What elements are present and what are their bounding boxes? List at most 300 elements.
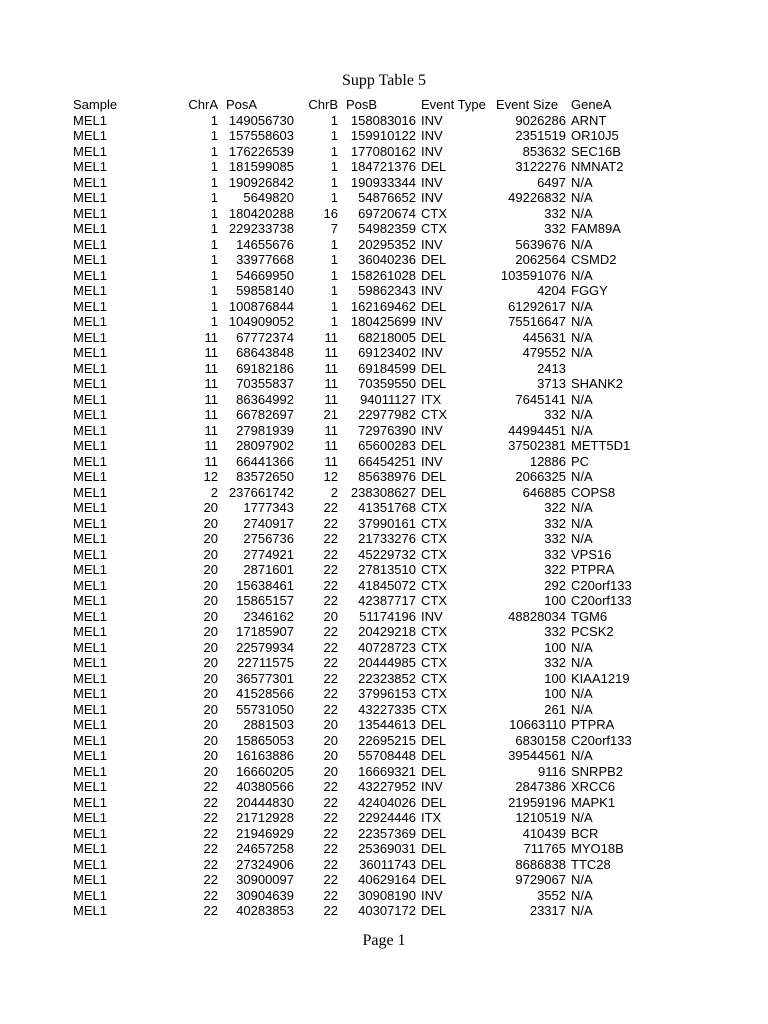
chra-cell: 20 (203, 748, 218, 763)
chra-cell: 22 (203, 825, 218, 841)
posb-cell: 177080162 (350, 143, 416, 159)
column-header-posb: PosB (346, 97, 378, 112)
event-size-cell: 21959196 (508, 794, 566, 810)
event-type-cell: CTX (421, 701, 447, 717)
posb-cell: 41351768 (358, 500, 416, 515)
chrb-cell: 22 (323, 872, 338, 887)
genea-cell: MYO18B (571, 841, 624, 856)
chrb-cell: 20 (323, 608, 338, 624)
genea-cell: FGGY (571, 283, 608, 298)
event-size-cell: 479552 (522, 345, 566, 360)
chra-cell: 1 (210, 190, 218, 205)
column-header-chra: ChrA (188, 97, 218, 112)
table-row (73, 624, 661, 640)
chra-cell: 11 (204, 329, 218, 345)
table-row (73, 903, 661, 919)
event-size-cell: 2062564 (515, 252, 566, 267)
event-size-cell: 103591076 (500, 267, 566, 283)
posa-cell: 67772374 (236, 329, 294, 345)
table-header-row (73, 97, 661, 113)
table-row (73, 516, 661, 532)
genea-cell: PTPRA (571, 562, 615, 577)
event-size-cell: 322 (544, 500, 566, 515)
table-row (73, 423, 661, 439)
posa-cell: 68643848 (236, 345, 294, 360)
sample-cell: MEL1 (73, 763, 107, 779)
chrb-cell: 22 (323, 701, 338, 717)
genea-cell: N/A (571, 267, 593, 283)
posb-cell: 69720674 (358, 205, 416, 221)
event-type-cell: DEL (421, 360, 447, 376)
genea-cell: SHANK2 (571, 376, 624, 391)
chrb-cell: 2 (330, 484, 338, 500)
chra-cell: 20 (203, 670, 218, 686)
posb-cell: 22695215 (358, 732, 416, 748)
genea-cell: BCR (571, 825, 599, 841)
sample-cell: MEL1 (73, 112, 107, 128)
table-row (73, 810, 661, 826)
posb-cell: 37990161 (358, 515, 416, 531)
genea-cell: CSMD2 (571, 252, 617, 267)
table-row (73, 655, 661, 671)
posb-cell: 37996153 (358, 686, 416, 701)
table-row (73, 841, 661, 857)
table-row (73, 593, 661, 609)
table-row (73, 190, 661, 206)
posb-cell: 40629164 (358, 872, 416, 887)
posa-cell: 30900097 (236, 872, 294, 887)
event-size-cell: 332 (544, 546, 566, 562)
chra-cell: 20 (203, 732, 218, 748)
event-type-cell: DEL (421, 732, 447, 748)
posa-cell: 149056730 (228, 112, 294, 128)
event-type-cell: DEL (421, 438, 447, 453)
sample-cell: MEL1 (73, 794, 107, 810)
chra-cell: 1 (210, 205, 218, 221)
posb-cell: 36011743 (359, 856, 416, 872)
sample-cell: MEL1 (73, 422, 107, 438)
table-row (73, 702, 661, 718)
posa-cell: 40283853 (236, 903, 294, 918)
event-type-cell: INV (421, 453, 443, 469)
event-size-cell: 7645141 (515, 391, 566, 407)
chrb-cell: 11 (324, 391, 338, 407)
chra-cell: 1 (210, 128, 218, 143)
sample-cell: MEL1 (73, 887, 107, 903)
event-size-cell: 48828034 (508, 608, 566, 624)
sample-cell: MEL1 (73, 143, 107, 159)
event-type-cell: CTX (421, 655, 447, 670)
event-type-cell: CTX (421, 562, 447, 577)
table-row (73, 469, 661, 485)
posa-cell: 66441366 (236, 453, 294, 469)
table-row (73, 252, 661, 268)
genea-cell: N/A (571, 872, 593, 887)
posb-cell: 69184599 (358, 360, 416, 376)
chrb-cell: 1 (330, 190, 338, 205)
table-row (73, 299, 661, 315)
event-type-cell: INV (421, 779, 443, 794)
event-size-cell: 6830158 (515, 732, 566, 748)
sample-cell: MEL1 (73, 252, 107, 267)
sample-cell: MEL1 (73, 469, 107, 484)
event-type-cell: DEL (421, 872, 447, 887)
event-type-cell: INV (421, 422, 443, 438)
sample-cell: MEL1 (73, 500, 107, 515)
chra-cell: 1 (210, 236, 218, 252)
chra-cell: 11 (204, 422, 218, 438)
table-row (73, 686, 661, 702)
column-header-event-size: Event Size (496, 97, 559, 112)
event-type-cell: CTX (421, 546, 447, 562)
page-title: Supp Table 5 (342, 72, 426, 89)
genea-cell: ARNT (571, 112, 607, 128)
event-size-cell: 332 (544, 407, 566, 422)
posa-cell: 1777343 (243, 500, 294, 515)
event-type-cell: CTX (421, 205, 447, 221)
event-type-cell: DEL (421, 298, 447, 314)
event-size-cell: 2413 (537, 360, 566, 376)
genea-cell: N/A (571, 810, 593, 825)
genea-cell: COPS8 (571, 484, 616, 500)
page-footer: Page 1 (362, 932, 406, 949)
genea-cell: XRCC6 (571, 779, 616, 794)
event-size-cell: 261 (544, 701, 566, 717)
posb-cell: 16669321 (358, 763, 416, 779)
table-row (73, 159, 661, 175)
event-size-cell: 49226832 (508, 190, 566, 205)
event-type-cell: INV (421, 112, 443, 128)
posb-cell: 162169462 (350, 298, 416, 314)
posb-cell: 40728723 (358, 639, 416, 655)
event-type-cell: CTX (421, 531, 447, 546)
posb-cell: 22357369 (358, 825, 416, 841)
posb-cell: 94011127 (360, 391, 416, 407)
table-row (73, 872, 661, 888)
chra-cell: 22 (203, 887, 218, 903)
sample-cell: MEL1 (73, 732, 107, 748)
posb-cell: 40307172 (358, 903, 416, 918)
event-size-cell: 711765 (523, 841, 566, 856)
table-row (73, 779, 661, 795)
genea-cell: N/A (571, 422, 593, 438)
genea-cell: N/A (571, 205, 593, 221)
event-type-cell: CTX (421, 686, 447, 701)
posb-cell: 54982359 (358, 221, 416, 236)
posa-cell: 16163886 (236, 748, 294, 763)
posb-cell: 20295352 (358, 236, 416, 252)
chra-cell: 22 (203, 903, 218, 918)
chrb-cell: 22 (323, 655, 338, 670)
posa-cell: 41528566 (236, 686, 294, 701)
event-size-cell: 3122276 (515, 159, 566, 174)
posa-cell: 190926842 (228, 174, 294, 190)
posb-cell: 70359550 (358, 376, 416, 391)
posa-cell: 83572650 (236, 469, 294, 484)
genea-cell: N/A (571, 391, 593, 407)
posb-cell: 158261028 (350, 267, 416, 283)
genea-cell: C20orf133 (571, 593, 632, 608)
genea-cell: KIAA1219 (571, 670, 630, 686)
table-row (73, 113, 661, 129)
chrb-cell: 11 (324, 376, 338, 391)
posb-cell: 184721376 (350, 159, 416, 174)
genea-cell: N/A (571, 345, 593, 360)
posb-cell: 21733276 (358, 531, 416, 546)
event-size-cell: 100 (544, 639, 566, 655)
posb-cell: 190933344 (350, 174, 416, 190)
sample-cell: MEL1 (73, 670, 107, 686)
table-row (73, 826, 661, 842)
chrb-cell: 22 (323, 546, 338, 562)
posb-cell: 20444985 (358, 655, 416, 670)
chra-cell: 20 (203, 546, 218, 562)
event-size-cell: 332 (544, 624, 566, 639)
table-row (73, 547, 661, 563)
sample-cell: MEL1 (73, 577, 107, 593)
chrb-cell: 22 (323, 562, 338, 577)
sample-cell: MEL1 (73, 174, 107, 190)
posb-cell: 22977982 (358, 407, 416, 422)
event-size-cell: 6497 (537, 174, 566, 190)
event-type-cell: CTX (421, 624, 447, 639)
table-row (73, 609, 661, 625)
event-type-cell: DEL (421, 825, 447, 841)
event-type-cell: DEL (421, 794, 447, 810)
sample-cell: MEL1 (73, 376, 107, 391)
event-size-cell: 332 (544, 531, 566, 546)
posa-cell: 104909052 (228, 314, 294, 329)
chra-cell: 1 (210, 252, 218, 267)
event-size-cell: 9026286 (515, 112, 566, 128)
chrb-cell: 22 (323, 794, 338, 810)
sample-cell: MEL1 (73, 562, 107, 577)
chra-cell: 12 (203, 469, 218, 484)
posb-cell: 45229732 (358, 546, 416, 562)
posa-cell: 30904639 (236, 887, 294, 903)
event-type-cell: DEL (421, 329, 447, 345)
posa-cell: 2881503 (243, 717, 294, 732)
sample-cell: MEL1 (73, 484, 107, 500)
genea-cell: N/A (571, 515, 593, 531)
event-size-cell: 332 (544, 221, 566, 236)
table-row (73, 268, 661, 284)
event-type-cell: DEL (421, 469, 447, 484)
event-type-cell: DEL (421, 484, 447, 500)
chra-cell: 20 (203, 608, 218, 624)
posa-cell: 2871601 (243, 562, 294, 577)
chra-cell: 1 (210, 298, 218, 314)
event-size-cell: 44994451 (508, 422, 566, 438)
chrb-cell: 1 (330, 128, 338, 143)
event-type-cell: DEL (421, 376, 447, 391)
table-row (73, 144, 661, 160)
posb-cell: 158083016 (350, 112, 416, 128)
event-type-cell: CTX (421, 515, 447, 531)
posa-cell: 33977668 (236, 252, 294, 267)
chra-cell: 1 (210, 112, 218, 128)
chrb-cell: 22 (323, 856, 338, 872)
chrb-cell: 22 (323, 841, 338, 856)
column-header-genea: GeneA (571, 97, 612, 112)
event-type-cell: DEL (421, 763, 447, 779)
sample-cell: MEL1 (73, 593, 107, 608)
chrb-cell: 11 (324, 360, 338, 376)
posb-cell: 72976390 (358, 422, 416, 438)
posa-cell: 40380566 (236, 779, 294, 794)
posa-cell: 20444830 (236, 794, 294, 810)
table-row (73, 485, 661, 501)
posa-cell: 27981939 (236, 422, 294, 438)
chra-cell: 22 (203, 794, 218, 810)
posa-cell: 86364992 (236, 391, 294, 407)
chrb-cell: 1 (330, 298, 338, 314)
chra-cell: 11 (204, 407, 218, 422)
table-row (73, 578, 661, 594)
posa-cell: 100876844 (228, 298, 294, 314)
posb-cell: 180425699 (350, 314, 416, 329)
posa-cell: 15638461 (236, 577, 294, 593)
event-size-cell: 9116 (538, 763, 566, 779)
posb-cell: 68218005 (358, 329, 416, 345)
posa-cell: 15865157 (236, 593, 294, 608)
posa-cell: 14655676 (236, 236, 294, 252)
chrb-cell: 12 (323, 469, 338, 484)
sample-cell: MEL1 (73, 624, 107, 639)
table-row (73, 392, 661, 408)
sample-cell: MEL1 (73, 717, 107, 732)
event-type-cell: CTX (421, 221, 447, 236)
sample-cell: MEL1 (73, 701, 107, 717)
posb-cell: 30908190 (358, 887, 416, 903)
chrb-cell: 1 (330, 314, 338, 329)
genea-cell: C20orf133 (571, 732, 632, 748)
event-type-cell: DEL (421, 841, 447, 856)
sample-cell: MEL1 (73, 825, 107, 841)
posa-cell: 15865053 (236, 732, 294, 748)
event-type-cell: INV (421, 190, 443, 205)
posa-cell: 22579934 (236, 639, 294, 655)
chrb-cell: 22 (323, 531, 338, 546)
posa-cell: 180420288 (228, 205, 294, 221)
chra-cell: 11 (204, 376, 218, 391)
sample-cell: MEL1 (73, 236, 107, 252)
posa-cell: 69182186 (236, 360, 294, 376)
table-row (73, 764, 661, 780)
chrb-cell: 7 (330, 221, 338, 236)
posa-cell: 181599085 (228, 159, 294, 174)
event-type-cell: INV (421, 283, 443, 298)
genea-cell: N/A (571, 903, 593, 918)
chrb-cell: 1 (330, 236, 338, 252)
posa-cell: 16660205 (236, 763, 294, 779)
genea-cell: N/A (571, 469, 593, 484)
genea-cell: N/A (571, 298, 593, 314)
table-row (73, 438, 661, 454)
chra-cell: 1 (210, 159, 218, 174)
chra-cell: 11 (204, 345, 218, 360)
event-size-cell: 61292617 (508, 298, 566, 314)
chra-cell: 20 (203, 562, 218, 577)
genea-cell: N/A (571, 174, 593, 190)
chrb-cell: 1 (330, 252, 338, 267)
chra-cell: 1 (210, 221, 218, 236)
genea-cell: NMNAT2 (571, 159, 624, 174)
sample-cell: MEL1 (73, 903, 107, 918)
sample-cell: MEL1 (73, 391, 107, 407)
posb-cell: 55708448 (358, 748, 416, 763)
table-row (73, 857, 661, 873)
chra-cell: 1 (210, 283, 218, 298)
genea-cell: N/A (571, 686, 593, 701)
event-size-cell: 2066325 (515, 469, 566, 484)
event-type-cell: CTX (421, 500, 447, 515)
chra-cell: 2 (210, 484, 218, 500)
posb-cell: 59862343 (358, 283, 416, 298)
genea-cell: N/A (571, 748, 593, 763)
chra-cell: 11 (204, 360, 218, 376)
chrb-cell: 1 (330, 174, 338, 190)
sample-cell: MEL1 (73, 779, 107, 794)
chrb-cell: 22 (323, 500, 338, 515)
chrb-cell: 20 (323, 717, 338, 732)
posb-cell: 65600283 (358, 438, 416, 453)
chrb-cell: 11 (324, 345, 338, 360)
sample-cell: MEL1 (73, 159, 107, 174)
genea-cell: OR10J5 (571, 128, 619, 143)
event-type-cell: DEL (421, 717, 447, 732)
genea-cell: N/A (571, 500, 593, 515)
genea-cell: N/A (571, 531, 593, 546)
sample-cell: MEL1 (73, 329, 107, 345)
chra-cell: 20 (203, 686, 218, 701)
chra-cell: 20 (203, 515, 218, 531)
supp-table (73, 97, 661, 919)
sample-cell: MEL1 (73, 407, 107, 422)
genea-cell: FAM89A (571, 221, 621, 236)
chra-cell: 22 (203, 856, 218, 872)
event-size-cell: 332 (544, 205, 566, 221)
chrb-cell: 22 (323, 887, 338, 903)
chra-cell: 20 (203, 577, 218, 593)
chra-cell: 1 (210, 143, 218, 159)
posb-cell: 43227335 (358, 701, 416, 717)
chra-cell: 11 (204, 391, 218, 407)
posb-cell: 36040236 (358, 252, 416, 267)
genea-cell: MAPK1 (571, 794, 616, 810)
posa-cell: 21946929 (236, 825, 294, 841)
chra-cell: 20 (203, 701, 218, 717)
table-row (73, 206, 661, 222)
posb-cell: 27813510 (358, 562, 416, 577)
table-row (73, 454, 661, 470)
event-type-cell: INV (421, 314, 443, 329)
sample-cell: MEL1 (73, 531, 107, 546)
posb-cell: 54876652 (358, 190, 416, 205)
posb-cell: 66454251 (358, 453, 416, 469)
sample-cell: MEL1 (73, 314, 107, 329)
chra-cell: 22 (203, 872, 218, 887)
chrb-cell: 21 (323, 407, 338, 422)
posa-cell: 17185907 (236, 624, 294, 639)
chrb-cell: 22 (323, 825, 338, 841)
genea-cell: N/A (571, 701, 593, 717)
event-type-cell: CTX (421, 639, 447, 655)
genea-cell: VPS16 (571, 546, 612, 562)
sample-cell: MEL1 (73, 298, 107, 314)
posa-cell: 5649820 (243, 190, 294, 205)
chrb-cell: 20 (323, 763, 338, 779)
